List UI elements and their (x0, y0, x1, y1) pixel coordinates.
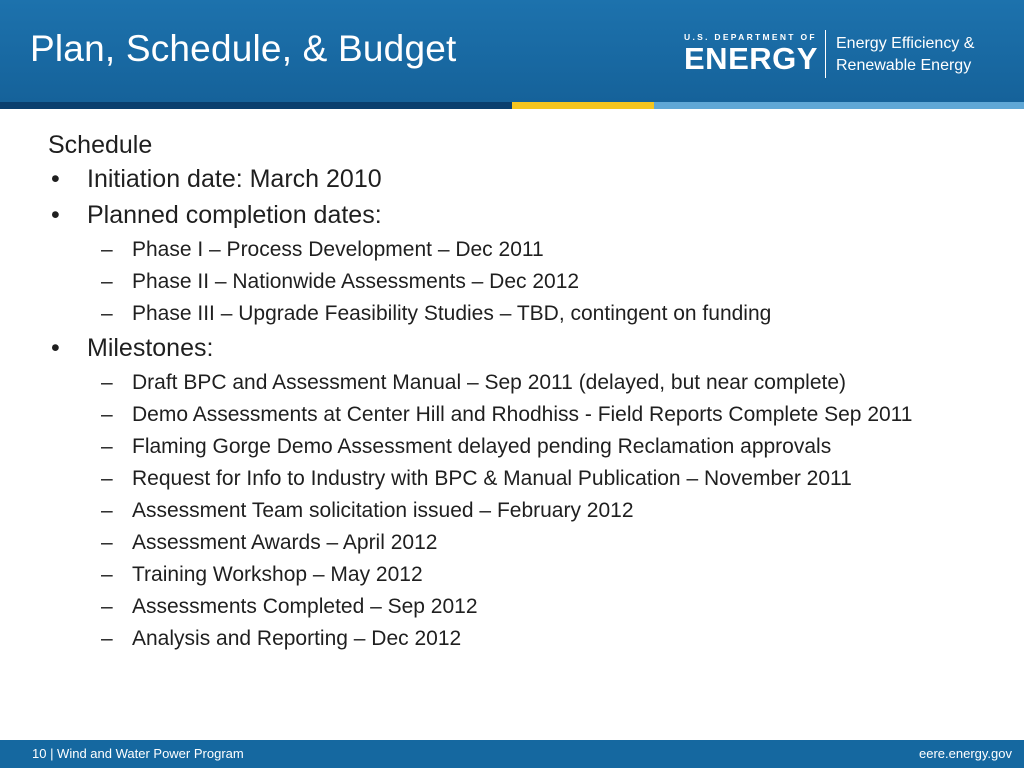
dash-icon: – (101, 270, 113, 293)
sub-bullet-item (48, 301, 998, 326)
sub-bullet-item (48, 370, 998, 395)
dash-icon: – (101, 371, 113, 394)
dash-icon: – (101, 467, 113, 490)
slide-body (48, 130, 998, 658)
slide-footer (0, 740, 1024, 768)
footer-url: eere.energy.gov (919, 746, 1012, 761)
sub-bullet-item (48, 498, 998, 523)
dash-icon: – (101, 595, 113, 618)
sub-bullet-text: Demo Assessments at Center Hill and Rhodhiss - Field Reports Complete Sep 2011 (132, 403, 913, 426)
dash-icon: – (101, 531, 113, 554)
bullet-item (48, 333, 998, 363)
footer-page-program: 10 | Wind and Water Power Program (32, 746, 244, 761)
sub-bullet-text: Request for Info to Industry with BPC & Manual Publication – November 2011 (132, 467, 852, 490)
dash-icon: – (101, 403, 113, 426)
sub-bullet-text: Phase III – Upgrade Feasibility Studies – TBD, contingent on funding (132, 302, 772, 325)
bullet-text: Planned completion dates: (87, 201, 382, 229)
bullet-icon: • (51, 201, 60, 229)
section-heading: Schedule (48, 131, 153, 159)
sub-bullet-text: Analysis and Reporting – Dec 2012 (132, 627, 462, 650)
dash-icon: – (101, 627, 113, 650)
bullet-icon: • (51, 165, 60, 193)
sub-bullet-text: Phase I – Process Development – Dec 2011 (132, 238, 544, 261)
sub-bullet-text: Assessments Completed – Sep 2012 (132, 595, 478, 618)
slide-title: Plan, Schedule, & Budget (30, 28, 457, 69)
dash-icon: – (101, 499, 113, 522)
office-name-line2: Renewable Energy (836, 57, 972, 74)
accent-stripe-light (654, 102, 1024, 109)
doe-logo (684, 32, 819, 76)
sub-bullet-item (48, 530, 998, 555)
sub-bullet-item (48, 269, 998, 294)
sub-bullet-text: Draft BPC and Assessment Manual – Sep 2011 (delayed, but near complete) (132, 371, 847, 394)
slide-header (0, 0, 1024, 102)
dash-icon: – (101, 563, 113, 586)
bullet-text: Initiation date: March 2010 (87, 165, 382, 193)
logo-department-text: U.S. DEPARTMENT OF (684, 32, 817, 42)
sub-bullet-text: Training Workshop – May 2012 (132, 563, 423, 586)
office-name (836, 33, 974, 77)
sub-bullet-text: Assessment Awards – April 2012 (132, 531, 438, 554)
bullet-text: Milestones: (87, 334, 214, 362)
bullet-icon: • (51, 334, 60, 362)
sub-bullet-item (48, 237, 998, 262)
dash-icon: – (101, 435, 113, 458)
logo-divider (825, 30, 826, 78)
sub-bullet-item (48, 594, 998, 619)
sub-bullet-text: Assessment Team solicitation issued – February 2012 (132, 499, 634, 522)
sub-bullet-text: Flaming Gorge Demo Assessment delayed pending Reclamation approvals (132, 435, 832, 458)
dash-icon: – (101, 238, 113, 261)
sub-bullet-item (48, 626, 998, 651)
dash-icon: – (101, 302, 113, 325)
office-name-line1: Energy Efficiency & (836, 35, 975, 52)
bullet-item (48, 164, 998, 194)
bullet-item (48, 200, 998, 230)
sub-bullet-text: Phase II – Nationwide Assessments – Dec 2012 (132, 270, 580, 293)
sub-bullet-item (48, 402, 998, 427)
sub-bullet-item (48, 466, 998, 491)
sub-bullet-item (48, 434, 998, 459)
accent-stripe-yellow (512, 102, 654, 109)
sub-bullet-item (48, 562, 998, 587)
accent-stripe-dark (0, 102, 512, 109)
logo-energy-text: ENERGY (684, 41, 818, 76)
